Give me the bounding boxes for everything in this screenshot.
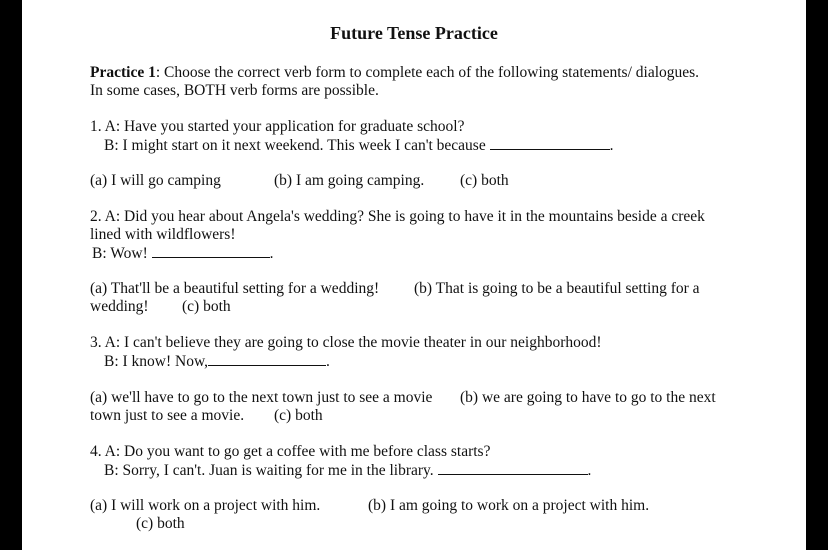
option-a: (a) I will go camping <box>90 172 221 189</box>
question-3-b-end: . <box>326 353 330 370</box>
worksheet-page <box>22 0 806 550</box>
question-2-a-line-2: lined with wildflowers! <box>90 226 236 243</box>
answer-blank <box>152 244 270 258</box>
question-2 <box>90 208 750 262</box>
practice-instructions <box>90 64 750 100</box>
instruction-line-1: : Choose the correct verb form to complete each of the following statements/ dialogues. <box>155 64 700 81</box>
question-3-a-line: 3. A: I can't believe they are going to close the movie theater in our neighborhood! <box>90 334 602 351</box>
option-a: (a) That'll be a beautiful setting for a wedding! <box>90 280 380 297</box>
question-1-a-line: 1. A: Have you started your application for graduate school? <box>90 118 465 135</box>
answer-blank <box>438 461 588 475</box>
question-3-b-line: B: I know! Now, <box>104 353 209 370</box>
question-1-b-end: . <box>609 137 614 154</box>
question-4-b-end: . <box>587 462 592 479</box>
question-4 <box>90 443 750 479</box>
practice-label: Practice 1 <box>90 64 156 81</box>
answer-blank <box>208 352 326 366</box>
page-title: Future Tense Practice <box>330 23 498 43</box>
question-3-options <box>90 389 750 425</box>
option-c: (c) both <box>274 407 323 424</box>
option-a: (a) we'll have to go to the next town just to see a movie <box>90 389 433 406</box>
option-b-continued: wedding! <box>90 298 149 315</box>
option-c: (c) both <box>136 515 185 532</box>
question-2-b-end: . <box>269 245 274 262</box>
option-b: (b) I am going camping. <box>274 172 425 189</box>
option-b: (b) I am going to work on a project with him. <box>368 497 650 514</box>
option-b: (b) we are going to have to go to the next <box>460 389 716 406</box>
option-b-continued: town just to see a movie. <box>90 407 245 424</box>
instruction-line-2: In some cases, BOTH verb forms are possible. <box>90 82 379 99</box>
question-4-b-line: B: Sorry, I can't. Juan is waiting for me in the library. <box>104 462 434 479</box>
question-2-options <box>90 280 750 316</box>
question-1-b-line: B: I might start on it next weekend. This week I can't because <box>104 137 486 154</box>
option-a: (a) I will work on a project with him. <box>90 497 321 514</box>
question-4-options <box>90 497 750 533</box>
question-1 <box>90 118 750 154</box>
option-c: (c) both <box>460 172 509 189</box>
question-4-a-line: 4. A: Do you want to go get a coffee with me before class starts? <box>90 443 491 460</box>
question-2-a-line-1: 2. A: Did you hear about Angela's wedding? She is going to have it in the mountains beside a creek <box>90 208 705 225</box>
question-1-options <box>90 172 750 190</box>
question-3 <box>90 334 750 370</box>
option-b: (b) That is going to be a beautiful setting for a <box>414 280 700 297</box>
option-c: (c) both <box>182 298 231 315</box>
answer-blank <box>490 136 610 150</box>
question-2-b-line: B: Wow! <box>92 245 148 262</box>
